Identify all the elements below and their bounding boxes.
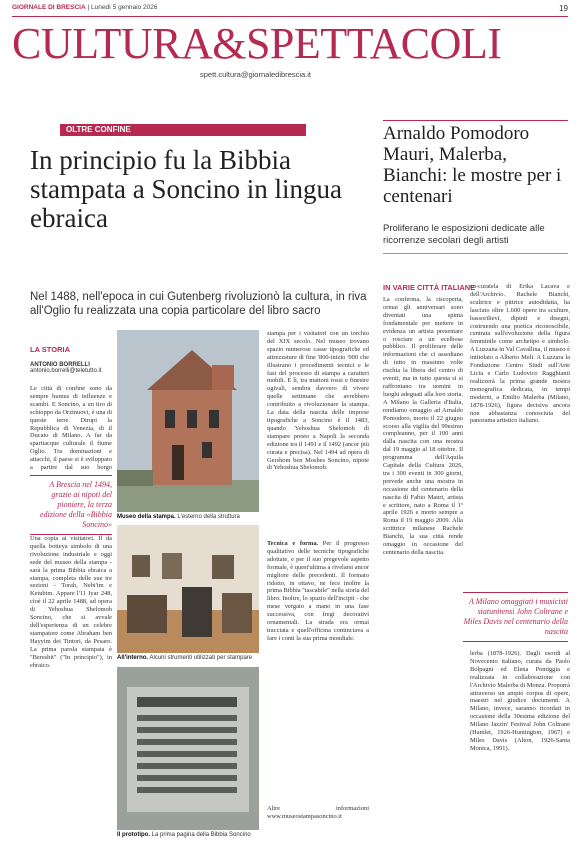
author-email[interactable]: antonio.borrelli@teletutto.it (30, 368, 102, 374)
story-label: LA STORIA (30, 345, 71, 354)
side-body-col4: La conferma, la riscoperta, ormai gli anniversari sono diventati una spinta fondamentale per mettere in evidenza un artista presentare o rosciare a un ecelbose pubblico. Il proliferare delle informazioni che ci assediano di tutto in massimo volte rischia la libera del centro di eventi, ma in tutto questa si si raffrontano tra uomini in luoghi adeguati alla loro storia. A Milano la Galleria d'Italia, rendiamo omaggio ad Arnaldo Pomodoro, morto il 22 giugno scorso alla vigilia del 99esimo compleanno, per il 100 anni dalla nascita con una mostra dal 19 maggio al 18 ottobre. Il programma dell'Aquila Capitale della Cultura 2026, tra i 300 eventi in 300 giorni, prevede anche una mostra in occasione del centenario della nascita di Fabio Mauri, artista e scrittore, nato a Roma il 1º aprile 1926 e morto sempre a Roma il 19 maggio 2009. Alla scrittrice milanese Rachele Bianchi, la sua città rende omaggio in occasione del centenario della nascita. (383, 296, 463, 556)
main-body-col3b (267, 540, 369, 800)
photo-caption-2 (117, 655, 277, 661)
issue-date: Lunedì 5 gennaio 2026 (90, 4, 158, 11)
subhead-technique: Tecnica e forma. (267, 540, 319, 547)
photo-caption-3-title: Il prototipo. (117, 832, 150, 838)
separator: | (87, 4, 91, 11)
pull-quote-main: A Brescia nel 1494, grazie ai nipoti del pioniere, la terza edizione della «Bibbia Soncino» (30, 475, 112, 535)
more-info[interactable]: Altre informazioni www.museostampasoncino.it (267, 805, 369, 820)
photo-caption-1 (117, 514, 267, 520)
main-headline: In principio fu la Bibbia stampata a Soncino in lingua ebraica (30, 145, 342, 233)
side-body-col5a: co-curatela di Erika Lacava e dell'Archivio. Rachele Bianchi, scultrice e pittrice autodidatta, ha lasciato oltre 1.600 opere tra sculture, bassorilievi, dipinti e disegni, costruendo una poetica riconoscibile, centrata sull'evoluzione della figura femminile come archetipo e simbolo. A Luzzana in Val Cavallina, il museo è intitolato a Alberto Meli. A Luzzara la Fondazione Centro Studi sull'Arte Licia e Carlo Ludovico Ragghianti realizzerà la prima grande mostra monografica dedicata, in tempi moderni, a Emilio Malerba (Milano, 1878-1926), figura decisiva ancora non abbastanza conosciuta del panorama artistico italiano. (470, 283, 570, 425)
interior-illustration (117, 525, 259, 653)
printing-type-illustration (117, 667, 259, 830)
section-label: OLTRE CONFINE (60, 124, 306, 136)
section-email[interactable]: spett.cultura@giornaledibrescia.it (200, 70, 312, 79)
museum-exterior-photo (117, 330, 259, 512)
main-kicker: Nel 1488, nell'epoca in cui Gutenberg rivoluzionò la cultura, in riva all'Oglio fu realizzata una copia particolare del libro sacro (30, 291, 367, 317)
side-subheadline: Proliferano le esposizioni dedicate alle ricorrenze secolari degli artisti (383, 223, 568, 254)
pull-quote-side: A Milano omaggiati i musicisti statunitensi John Coltrane e Miles Davis nel centenario della nascita (463, 592, 568, 642)
museum-interior-photo (117, 525, 259, 653)
author-name: ANTONIO BORRELLI (30, 362, 90, 368)
main-body-col1b: Una copia ai visitatori. Il da quella botteya simbolo di una rivoluzione industriale e oggi sede del museo della stampa - sarà la prima Bibbia ebraica a stampa, completa delle sue tre sezioni - Torah, Nebi'im e Ketubim. Appare l'11 Iyar 248, cioè il 22 aprile 1488, ad opera di Yehoshua Shelomoh Soncino, che si avvale dell'esperienza di un celebre stampatore come Abraham ben Hayyim dei Tintori, da Pesaro. La prima parola stampata è "Bereshit" ("In principio"), in ebraico. (30, 535, 112, 669)
photo-caption-1-title: Museo della stampa. (117, 514, 176, 520)
page-number: 19 (559, 4, 568, 13)
byline (30, 362, 112, 374)
main-body-col1a: Le città di confine sono da sempre humus di influenze e scambi. E Soncino, a un tiro di schioppo da Orzinuovi, è una di queste terre. Dirupi la Repubblica di Venezia, di il Ducato di Milano. A far da spartiacque culturale il fiume Oglio. Tra dominazioni e attacchi, il paese si è sviluppato a partire dal suo borgo (30, 385, 112, 471)
building-illustration (117, 330, 259, 512)
side-headline: Arnaldo Pomodoro Mauri, Malerba, Bianchi: le mostre per i centenari (383, 120, 568, 223)
page-header-bar (12, 4, 568, 17)
bible-prototype-photo (117, 667, 259, 830)
photo-caption-3-text: La prima pagina della Bibbia Soncino (151, 832, 251, 838)
newspaper-name: GIORNALE DI BRESCIA (12, 4, 86, 11)
photo-caption-2-text: Alcuni strumenti utilizzati per stampare (149, 655, 253, 661)
main-body-col3a: stampa per i visitatori con un torchio del XIX secolo. Nel museo trovano spazio numerose casse tipografiche ed attrezzature di fine '800-inizio '900 che illustrano i procedimenti tecnici e le fasi del processo di stampa a caratteri mobili. E lì, tra mattoni rossi e finestre ogivali, sembra davvero di vivere quelle settimane che avrebbero contribuito a rivoluzionare la stampa. La data della nascita delle imprese tipografiche a Soncino è il 1483, quando Yehoshua Shelomoh di stampare presto a Napoli la seconda edizione tra il 1491 e il 1492 (ancor più curata e precisa). Nel 1494 ad opera di Gershom ben Moshes Soncino, nipote di Yehoshua Shelomoh. (267, 330, 369, 472)
section-masthead: CULTURA&SPETTACOLI (12, 19, 502, 68)
photo-caption-1-text: L'esterno della struttura (177, 514, 240, 520)
photo-caption-3 (117, 832, 277, 838)
side-story-label: IN VARIE CITTÀ ITALIANE (383, 283, 476, 292)
main-body-col3b-text: Per il progresso qualitativo delle tecniche tipografiche adottate, e per il suo pregevole aspetto formale, è quest'ultima a rivelarsi ancor migliore delle precedenti. Il formato ridotto, in ottavo, ne fece inoltre la prima Bibbia "tascabile" nella storia del libro. Inoltre, lo spazio dell'incipit - che mese vergato a mano in una fase successiva, con fregi decorativi ornamentali. La strada era ormai tracciata e quell'officina cominciava a fare i conti la sua prima mondiale. (267, 540, 369, 642)
side-body-col5b: lerba (1878-1926). Dagli esordi al Novecento italiano, curata da Paolo Bolpagni ed Elena Pontiggia e realizzata in collaborazione con l'Archivio Malerba di Monza. Proporrà attraverso un ampio corpus di opere, maestri nel giudice documenti. A Milano, invece, saranno ricordati in occasione della 30esima edizione del Milano Jazzin' Festival John Coltrane (Hamlet, 1926-Huntington, 1967) e Miles Davis (Alton, 1926-Santa Monica, 1991). (470, 650, 570, 752)
photo-caption-2-title: All'interno. (117, 655, 149, 661)
